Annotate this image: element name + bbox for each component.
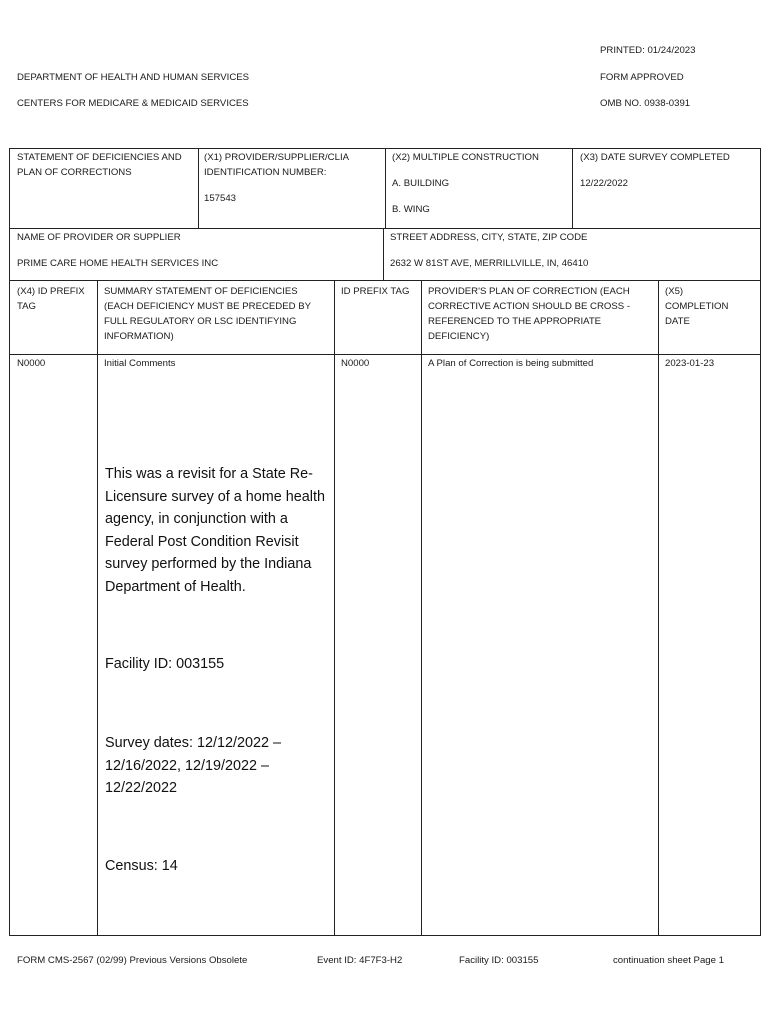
statement-label-line: PLAN OF CORRECTIONS [17, 167, 132, 178]
column-divider [334, 280, 335, 935]
x1-label-line: (X1) PROVIDER/SUPPLIER/CLIA [204, 152, 350, 163]
survey-completed-date: 12/22/2022 [580, 178, 629, 189]
provider-id-number: 157543 [204, 193, 237, 204]
address-value: 2632 W 81ST AVE, MERRILLVILLE, IN, 46410 [390, 258, 589, 269]
x5-header [665, 284, 728, 329]
column-divider [421, 280, 422, 935]
entry-plan: A Plan of Correction is being submitted [428, 358, 594, 369]
centers-name: CENTERS FOR MEDICARE & MEDICAID SERVICES [17, 98, 249, 109]
row2-col-divider [383, 228, 384, 280]
provider-name-label: NAME OF PROVIDER OR SUPPLIER [17, 232, 181, 243]
row1-col-divider [198, 149, 199, 228]
plan-header-line: REFERENCED TO THE APPROPRIATE [428, 316, 602, 327]
x4-header [17, 284, 85, 314]
printed-date: PRINTED: 01/24/2023 [600, 45, 696, 56]
census-text: Census: 14 [105, 858, 178, 874]
form-approved: FORM APPROVED [600, 72, 684, 83]
entry-summary-title: Initial Comments [104, 358, 176, 369]
plan-header-line: DEFICIENCY) [428, 331, 490, 342]
omb-number: OMB NO. 0938-0391 [600, 98, 691, 109]
statement-label-line: STATEMENT OF DEFICIENCIES AND [17, 152, 182, 163]
x2-building: A. BUILDING [392, 178, 450, 189]
facility-id-text: Facility ID: 003155 [105, 656, 225, 672]
summary-header-line: (EACH DEFICIENCY MUST BE PRECEDED BY [104, 301, 312, 312]
plan-header-line: CORRECTIVE ACTION SHOULD BE CROSS - [428, 301, 631, 312]
facility-id-footer: Facility ID: 003155 [459, 955, 539, 966]
form-number: FORM CMS-2567 (02/99) Previous Versions Obsolete [17, 955, 248, 966]
entry-tag: N0000 [17, 358, 46, 369]
x3-label: (X3) DATE SURVEY COMPLETED [580, 152, 730, 163]
event-id: Event ID: 4F7F3-H2 [317, 955, 403, 966]
row1-col-divider [572, 149, 573, 228]
x1-label-line: IDENTIFICATION NUMBER: [204, 167, 327, 178]
x5-header-line: COMPLETION [665, 301, 729, 312]
row1-divider [10, 228, 760, 229]
address-label: STREET ADDRESS, CITY, STATE, ZIP CODE [390, 232, 588, 243]
id-prefix-header: ID PREFIX TAG [341, 286, 410, 297]
plan-header-line: PROVIDER'S PLAN OF CORRECTION (EACH [428, 286, 630, 297]
summary-header-line: INFORMATION) [104, 331, 174, 342]
entry-id-tag: N0000 [341, 358, 370, 369]
summary-header-line: SUMMARY STATEMENT OF DEFICIENCIES [104, 286, 298, 297]
x2-label: (X2) MULTIPLE CONSTRUCTION [392, 152, 539, 163]
provider-name: PRIME CARE HOME HEALTH SERVICES INC [17, 258, 219, 269]
x4-header-line: TAG [17, 301, 37, 312]
revisit-paragraph: This was a revisit for a State Re-Licensure survey of a home health agency, in conjunction with a Federal Post Condition Revisit survey performed by the Indiana Department of Health. [105, 466, 325, 595]
row2-divider [10, 280, 760, 281]
page-indicator: continuation sheet Page 1 [613, 955, 724, 966]
x4-header-line: (X4) ID PREFIX [17, 286, 85, 297]
x2-wing: B. WING [392, 204, 430, 215]
plan-header [428, 284, 630, 344]
column-divider [97, 280, 98, 935]
x5-header-line: (X5) [665, 286, 684, 297]
department-name: DEPARTMENT OF HEALTH AND HUMAN SERVICES [17, 72, 250, 83]
survey-dates-text: Survey dates: 12/12/2022 – 12/16/2022, 12/19/2022 – 12/22/2022 [105, 735, 282, 796]
column-divider [658, 280, 659, 935]
summary-header-line: FULL REGULATORY OR LSC IDENTIFYING [104, 316, 297, 327]
statement-label [17, 150, 182, 180]
x5-header-line: DATE [665, 316, 690, 327]
row1-col-divider [385, 149, 386, 228]
column-header-divider [10, 354, 760, 355]
summary-header [104, 284, 311, 344]
entry-completion-date: 2023-01-23 [665, 358, 715, 369]
x1-label [204, 150, 349, 180]
